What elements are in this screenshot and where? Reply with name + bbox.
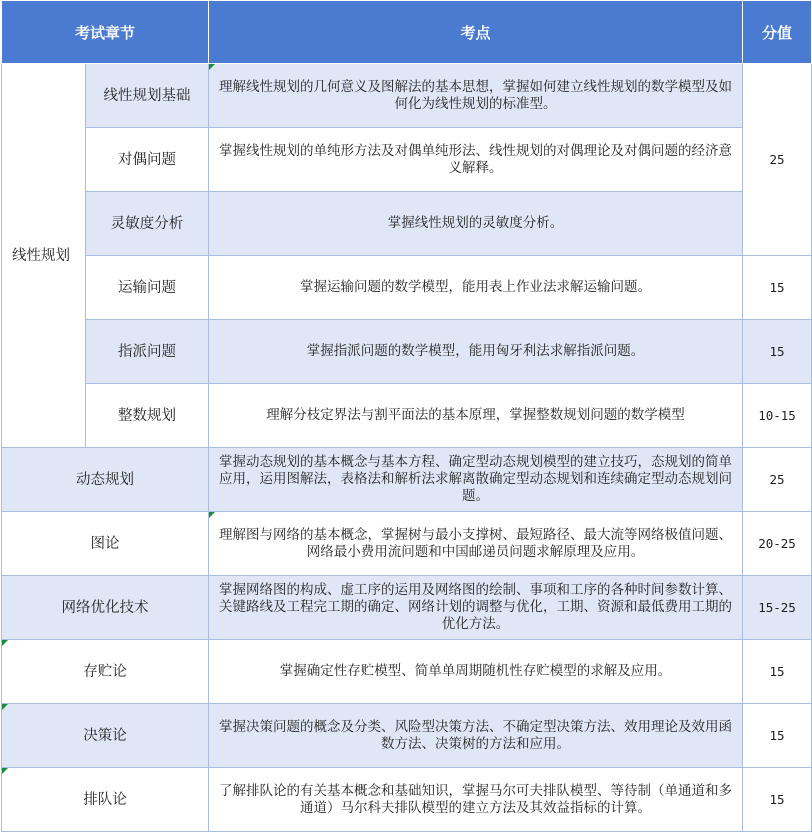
table-row xyxy=(2,768,812,832)
group-score: 25 xyxy=(743,64,812,256)
score-cell: 15 xyxy=(743,320,812,384)
sub-label: 灵敏度分析 xyxy=(86,192,209,256)
points-cell: 掌握线性规划的灵敏度分析。 xyxy=(209,192,743,256)
chapter-label: 网络优化技术 xyxy=(2,576,209,640)
points-cell: 掌握确定性存贮模型、简单单周期随机性存贮模型的求解及应用。 xyxy=(209,640,743,704)
chapter-label: 图论 xyxy=(2,512,209,576)
header-chapter: 考试章节 xyxy=(2,1,209,64)
sub-label: 整数规划 xyxy=(86,384,209,448)
table-row xyxy=(2,128,812,192)
points-cell: 理解线性规划的几何意义及图解法的基本思想，掌握如何建立线性规划的数学模型及如何化为线性规划的标准型。 xyxy=(209,64,743,128)
table-row xyxy=(2,448,812,512)
score-cell: 25 xyxy=(743,448,812,512)
score-cell: 15 xyxy=(743,704,812,768)
exam-syllabus-table xyxy=(1,0,812,832)
sub-label: 对偶问题 xyxy=(86,128,209,192)
score-cell: 20-25 xyxy=(743,512,812,576)
table-row xyxy=(2,704,812,768)
points-cell: 掌握运输问题的数学模型，能用表上作业法求解运输问题。 xyxy=(209,256,743,320)
points-cell: 理解分枝定界法与割平面法的基本原理，掌握整数规划问题的数学模型 xyxy=(209,384,743,448)
sub-label: 指派问题 xyxy=(86,320,209,384)
points-cell: 掌握动态规划的基本概念与基本方程、确定型动态规划模型的建立技巧，态规划的简单应用，运用图解法，表格法和解析法求解离散确定型动态规划和连续确定型动态规划问题。 xyxy=(209,448,743,512)
header-score: 分值 xyxy=(743,1,812,64)
table-row xyxy=(2,256,812,320)
points-cell: 了解排队论的有关基本概念和基础知识，掌握马尔可夫排队模型、等待制（单通道和多通道）马尔科夫排队模型的建立方法及其效益指标的计算。 xyxy=(209,768,743,832)
points-cell: 掌握指派问题的数学模型，能用匈牙利法求解指派问题。 xyxy=(209,320,743,384)
table-row xyxy=(2,320,812,384)
group-label: 线性规划 xyxy=(2,64,86,448)
table-row xyxy=(2,576,812,640)
chapter-label: 存贮论 xyxy=(2,640,209,704)
chapter-label: 排队论 xyxy=(2,768,209,832)
table-row xyxy=(2,640,812,704)
points-cell: 掌握网络图的构成、虚工序的运用及网络图的绘制、事项和工序的各种时间参数计算、关键路线及工程完工期的确定、网络计划的调整与优化，工期、资源和最低费用工期的优化方法。 xyxy=(209,576,743,640)
score-cell: 15-25 xyxy=(743,576,812,640)
table-row xyxy=(2,384,812,448)
table-row xyxy=(2,512,812,576)
header-points: 考点 xyxy=(209,1,743,64)
table-row xyxy=(2,64,812,128)
score-cell: 15 xyxy=(743,768,812,832)
chapter-label: 动态规划 xyxy=(2,448,209,512)
points-cell: 理解图与网络的基本概念，掌握树与最小支撑树、最短路径、最大流等网络极值问题、网络最小费用流问题和中国邮递员问题求解原理及应用。 xyxy=(209,512,743,576)
points-cell: 掌握线性规划的单纯形方法及对偶单纯形法、线性规划的对偶理论及对偶问题的经济意义解释。 xyxy=(209,128,743,192)
sub-label: 线性规划基础 xyxy=(86,64,209,128)
table-header-row xyxy=(2,1,812,64)
score-cell: 15 xyxy=(743,256,812,320)
chapter-label: 决策论 xyxy=(2,704,209,768)
table-row xyxy=(2,192,812,256)
score-cell: 15 xyxy=(743,640,812,704)
score-cell: 10-15 xyxy=(743,384,812,448)
sub-label: 运输问题 xyxy=(86,256,209,320)
points-cell: 掌握决策问题的概念及分类、风险型决策方法、不确定型决策方法、效用理论及效用函数方法、决策树的方法和应用。 xyxy=(209,704,743,768)
